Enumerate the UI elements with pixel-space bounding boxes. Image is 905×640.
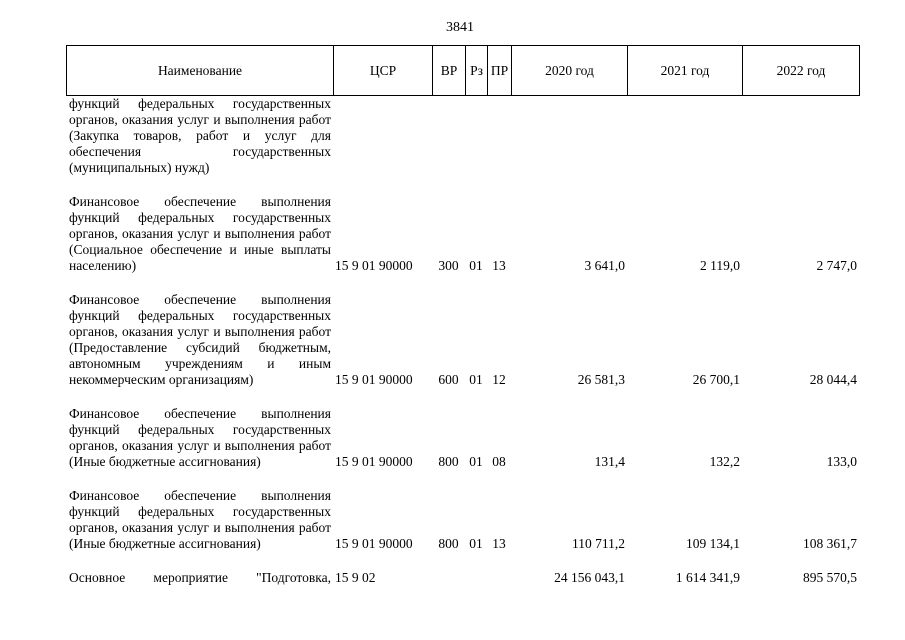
table-row bbox=[66, 96, 859, 176]
row-vr: 800 bbox=[438, 536, 459, 551]
header-2020: 2020 год bbox=[512, 46, 628, 96]
table-header bbox=[66, 45, 860, 96]
header-vr: ВР bbox=[433, 46, 466, 96]
row-2021 bbox=[627, 96, 742, 176]
row-pr: 13 bbox=[492, 258, 506, 273]
row-csr: 15 9 01 90000 bbox=[335, 536, 413, 551]
row-rz: 01 bbox=[469, 372, 483, 387]
row-2022: 28 044,4 bbox=[809, 372, 857, 387]
row-csr: 15 9 01 90000 bbox=[335, 454, 413, 469]
header-rz: Рз bbox=[466, 46, 488, 96]
row-2020: 131,4 bbox=[594, 454, 625, 469]
row-rz bbox=[465, 552, 487, 586]
header-name: Наименование bbox=[67, 46, 334, 96]
row-2020: 110 711,2 bbox=[572, 536, 625, 551]
row-2020: 24 156 043,1 bbox=[554, 570, 625, 585]
table-row bbox=[66, 388, 859, 470]
header-csr: ЦСР bbox=[334, 46, 433, 96]
row-csr bbox=[333, 96, 432, 176]
row-rz bbox=[465, 96, 487, 176]
row-pr bbox=[487, 96, 511, 176]
row-name: Финансовое обеспечение выполнения функций федеральных государственных органов, оказания услуг и выполнения работ (Социальное обеспечение и иные выплаты населению) bbox=[69, 194, 331, 273]
row-2021: 109 134,1 bbox=[686, 536, 740, 551]
header-2021: 2021 год bbox=[628, 46, 743, 96]
table-row bbox=[66, 470, 859, 552]
row-2022: 133,0 bbox=[826, 454, 857, 469]
row-vr: 600 bbox=[438, 372, 459, 387]
table-body bbox=[66, 96, 859, 586]
row-pr bbox=[487, 552, 511, 586]
row-vr bbox=[432, 96, 465, 176]
table-row bbox=[66, 552, 859, 586]
row-rz: 01 bbox=[469, 536, 483, 551]
row-vr: 300 bbox=[438, 258, 459, 273]
row-2020: 26 581,3 bbox=[577, 372, 625, 387]
table-row bbox=[66, 274, 859, 388]
page-number: 3841 bbox=[446, 20, 474, 35]
row-2020: 3 641,0 bbox=[584, 258, 625, 273]
row-2022: 895 570,5 bbox=[803, 570, 857, 585]
row-rz: 01 bbox=[469, 454, 483, 469]
row-pr: 12 bbox=[492, 372, 506, 387]
row-vr: 800 bbox=[438, 454, 459, 469]
table-row bbox=[66, 176, 859, 274]
header-pr: ПР bbox=[488, 46, 512, 96]
row-name: Основное мероприятие "Подготовка, bbox=[69, 570, 331, 585]
row-pr: 08 bbox=[492, 454, 506, 469]
row-2020 bbox=[511, 96, 627, 176]
row-2022: 108 361,7 bbox=[803, 536, 857, 551]
header-2022: 2022 год bbox=[743, 46, 860, 96]
row-name: Финансовое обеспечение выполнения функций федеральных государственных органов, оказания услуг и выполнения работ (Иные бюджетные ассигнования) bbox=[69, 488, 331, 551]
row-csr: 15 9 01 90000 bbox=[335, 372, 413, 387]
row-rz: 01 bbox=[469, 258, 483, 273]
row-name: Финансовое обеспечение выполнения функций федеральных государственных органов, оказания услуг и выполнения работ (Предоставление субсидий бюджетным, автономным учреждениям и иным некоммерческим организациям) bbox=[69, 292, 331, 387]
row-name: Финансовое обеспечение выполнения функций федеральных государственных органов, оказания услуг и выполнения работ (Иные бюджетные ассигнования) bbox=[69, 406, 331, 469]
row-name: функций федеральных государственных органов, оказания услуг и выполнения работ (Закупка товаров, работ и услуг для обеспечения государственных (муниципальных) нужд) bbox=[69, 96, 331, 175]
row-2021: 132,2 bbox=[709, 454, 740, 469]
row-2022: 2 747,0 bbox=[816, 258, 857, 273]
row-pr: 13 bbox=[492, 536, 506, 551]
row-2022 bbox=[742, 96, 859, 176]
row-csr: 15 9 01 90000 bbox=[335, 258, 413, 273]
row-vr bbox=[432, 552, 465, 586]
row-2021: 26 700,1 bbox=[692, 372, 740, 387]
row-2021: 2 119,0 bbox=[700, 258, 740, 273]
row-csr: 15 9 02 bbox=[335, 570, 376, 585]
row-2021: 1 614 341,9 bbox=[675, 570, 740, 585]
